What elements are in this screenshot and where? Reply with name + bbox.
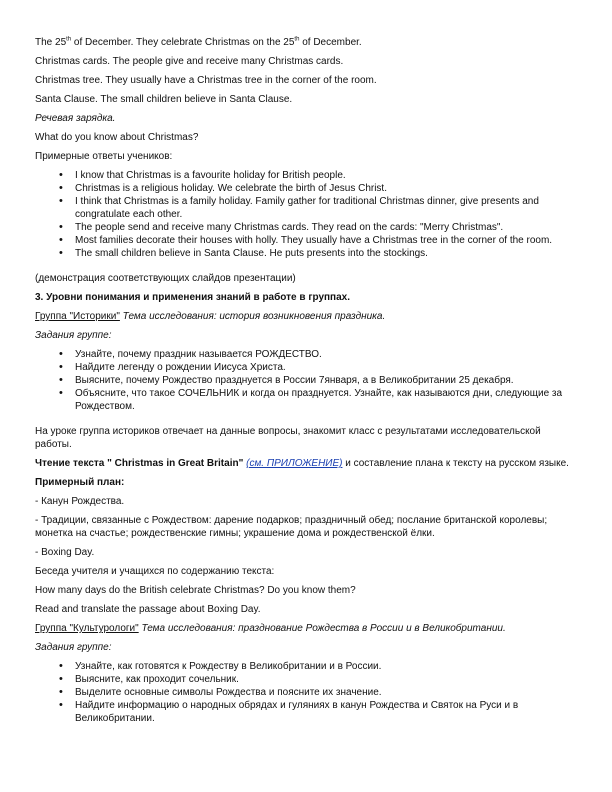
culturologists-group-name: Группа "Культурологи" [35, 623, 139, 634]
culturologists-tasks-list [35, 660, 580, 725]
list-item: • Most families decorate their houses with holly. They usually have a Christmas tree in the corner of the room. [75, 234, 580, 247]
historians-tasks-list [35, 348, 580, 413]
culturologists-tasks-label: Задания группе: [35, 642, 112, 653]
list-item: • I know that Christmas is a favourite holiday for British people. [75, 169, 580, 182]
list-item: • Выделите основные символы Рождества и поясните их значение. [75, 686, 580, 699]
list-item: • Найдите информацию о народных обрядах и гуляниях в канун Рождества и Святок на Руси и в Великобритании. [75, 699, 580, 725]
text: of December. They celebrate Christmas on the 25 [71, 37, 295, 48]
list-item: • I think that Christmas is a family holiday. Family gather for traditional Christmas dinner, give presents and congratulate each other. [75, 195, 580, 221]
conversation-intro: Беседа учителя и учащихся по содержанию текста: [35, 566, 275, 577]
list-item: • Объясните, что такое СОЧЕЛЬНИК и когда он празднуется. Узнайте, как называются дни, следующие за Рождеством. [75, 387, 580, 413]
historians-tasks-label: Задания группе: [35, 330, 112, 341]
appendix-link[interactable]: (см. ПРИЛОЖЕНИЕ) [246, 458, 343, 469]
superscript: th [294, 36, 300, 43]
paragraph-santa: Santa Clause. The small children believe in Santa Clause. [35, 94, 293, 105]
paragraph-date [35, 36, 580, 49]
plan-item: - Boxing Day. [35, 547, 95, 558]
list-item: • Узнайте, почему праздник называется РОЖДЕСТВО. [75, 348, 580, 361]
superscript: th [66, 36, 72, 43]
conversation-question-1: How many days do the British celebrate Christmas? Do you know them? [35, 585, 356, 596]
culturologists-topic: Тема исследования: празднование Рождества в России и в Великобритании. [138, 623, 506, 634]
text: of December. [299, 37, 362, 48]
document-page [35, 36, 580, 734]
speech-warmup-heading: Речевая зарядка. [35, 113, 116, 124]
reading-title: Чтение текста " Christmas in Great Britain" [35, 458, 244, 469]
list-item: • Найдите легенду о рождении Иисуса Христа. [75, 361, 580, 374]
section-3-title: 3. Уровни понимания и применения знаний в работе в группах. [35, 292, 350, 303]
conversation-question-2: Read and translate the passage about Boxing Day. [35, 604, 261, 615]
historians-group-name: Группа "Историки" [35, 311, 120, 322]
text: The 25 [35, 37, 67, 48]
list-item: • Узнайте, как готовятся к Рождеству в Великобритании и в России. [75, 660, 580, 673]
plan-title: Примерный план: [35, 477, 125, 488]
plan-item: - Традиции, связанные с Рождеством: дарение подарков; праздничный обед; послание британской королевы; монетка на счастье; рождественские гимны; украшение дома и рождественской ёлки. [35, 515, 548, 539]
historians-topic: Тема исследования: история возникновения праздника. [119, 311, 386, 322]
list-item: • The small children believe in Santa Clause. He puts presents into the stockings. [75, 247, 580, 260]
sample-answers-label: Примерные ответы учеников: [35, 151, 173, 162]
question: What do you know about Christmas? [35, 132, 199, 143]
reading-line [35, 457, 580, 470]
paragraph-tree: Christmas tree. They usually have a Christmas tree in the corner of the room. [35, 75, 377, 86]
plan-item: - Канун Рождества. [35, 496, 125, 507]
demo-note: (демонстрация соответствующих слайдов презентации) [35, 273, 296, 284]
answers-list [35, 169, 580, 260]
historians-summary: На уроке группа историков отвечает на данные вопросы, знакомит класс с результатами исследовательской работы. [35, 426, 541, 450]
paragraph-cards: Christmas cards. The people give and receive many Christmas cards. [35, 56, 344, 67]
list-item: • Выясните, как проходит сочельник. [75, 673, 580, 686]
reading-rest: и составление плана к тексту на русском языке. [342, 458, 569, 469]
list-item: • The people send and receive many Christmas cards. They read on the cards: "Merry Christmas". [75, 221, 580, 234]
list-item: • Christmas is a religious holiday. We celebrate the birth of Jesus Christ. [75, 182, 580, 195]
historians-group-line [35, 310, 580, 323]
list-item: • Выясните, почему Рождество празднуется в России 7января, а в Великобритании 25 декабря. [75, 374, 580, 387]
culturologists-group-line [35, 622, 580, 635]
